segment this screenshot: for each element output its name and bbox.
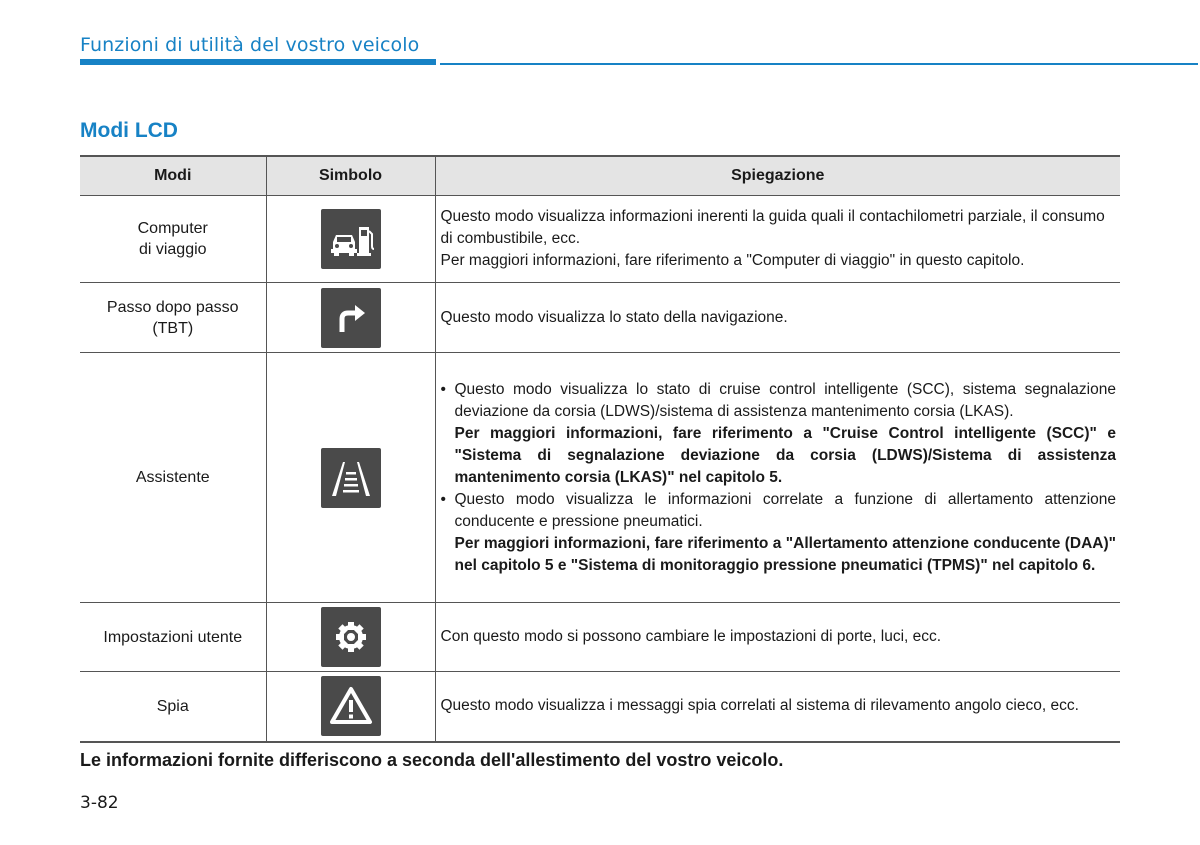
column-header-spiegazione: Spiegazione xyxy=(435,156,1120,196)
column-header-simbolo: Simbolo xyxy=(266,156,435,196)
explanation-bullet-list xyxy=(441,379,1117,577)
column-header-modi: Modi xyxy=(80,156,266,196)
bullet-reference: Per maggiori informazioni, fare riferimento a "Allertamento attenzione conducente (DAA)" nel capitolo 5 e "Sistema di monitoraggio pressione pneumatici (TPMS)" nel capitolo 6. xyxy=(454,534,1116,574)
explanation-text: Per maggiori informazioni, fare riferimento a "Computer di viaggio" in questo capitolo. xyxy=(440,252,1025,269)
table-row xyxy=(80,603,1120,672)
table-row xyxy=(80,353,1120,603)
fuel-station-car-icon xyxy=(321,209,381,269)
explanation-cell xyxy=(435,283,1120,353)
explanation-cell xyxy=(435,196,1120,283)
mode-name-line: (TBT) xyxy=(152,319,194,337)
explanation-cell xyxy=(435,603,1120,672)
list-item xyxy=(441,489,1117,577)
mode-name-line: di viaggio xyxy=(138,241,207,258)
symbol-cell xyxy=(266,672,435,742)
explanation-text: Con questo modo si possono cambiare le impostazioni di porte, luci, ecc. xyxy=(440,628,942,645)
mode-name-line: Impostazioni utente xyxy=(103,628,243,646)
bullet-text: • Questo modo visualizza le informazioni correlate a funzione di allertamento attenzione conducente e pressione pneumatici. xyxy=(454,490,1116,530)
explanation-cell xyxy=(435,353,1120,603)
table-row xyxy=(80,672,1120,742)
lcd-modes-table xyxy=(80,155,1120,743)
mode-name-cell xyxy=(80,196,266,283)
header-title: Funzioni di utilità del vostro veicolo xyxy=(80,34,420,56)
symbol-cell xyxy=(266,283,435,353)
table-row xyxy=(80,283,1120,353)
warning-triangle-icon xyxy=(321,676,381,736)
table-row xyxy=(80,196,1120,283)
lane-assist-icon xyxy=(321,448,381,508)
footnote: Le informazioni fornite differiscono a seconda dell'allestimento del vostro veicolo. xyxy=(80,750,784,770)
mode-name-cell xyxy=(80,283,266,353)
page-number: 3-82 xyxy=(80,793,119,813)
explanation-text: Questo modo visualizza informazioni inerenti la guida quali il contachilometri parziale, il consumo di combustibile, ecc. xyxy=(440,208,1105,247)
mode-name-cell xyxy=(80,603,266,672)
symbol-cell xyxy=(266,196,435,283)
header-rule-thick xyxy=(80,59,436,65)
section-title: Modi LCD xyxy=(80,119,178,142)
bullet-text: • Questo modo visualizza lo stato di cruise control intelligente (SCC), sistema segnalazione deviazione da corsia (LDWS)/sistema di assistenza mantenimento corsia (LKAS). xyxy=(454,380,1116,420)
explanation-cell xyxy=(435,672,1120,742)
table-header-row xyxy=(80,156,1120,196)
mode-name-line: Spia xyxy=(156,697,189,715)
mode-name-line: Passo dopo passo xyxy=(106,298,239,316)
symbol-cell xyxy=(266,603,435,672)
gear-icon xyxy=(321,607,381,667)
turn-right-arrow-icon xyxy=(321,288,381,348)
explanation-text: Questo modo visualizza i messaggi spia correlati al sistema di rilevamento angolo cieco, ecc. xyxy=(440,697,1079,715)
mode-name-cell xyxy=(80,353,266,603)
mode-name-line: Computer xyxy=(137,220,208,237)
symbol-cell xyxy=(266,353,435,603)
mode-name-line: Assistente xyxy=(135,469,210,486)
mode-name-cell xyxy=(80,672,266,742)
header-rule-thin xyxy=(440,63,1198,65)
list-item xyxy=(441,379,1117,489)
explanation-text: Questo modo visualizza lo stato della navigazione. xyxy=(440,308,788,326)
bullet-reference: Per maggiori informazioni, fare riferimento a "Cruise Control intelligente (SCC)" e "Sistema di segnalazione deviazione da corsia (LDWS)/Sistema di assistenza mantenimento corsia (LKAS)" nel capitolo 5. xyxy=(454,424,1116,486)
